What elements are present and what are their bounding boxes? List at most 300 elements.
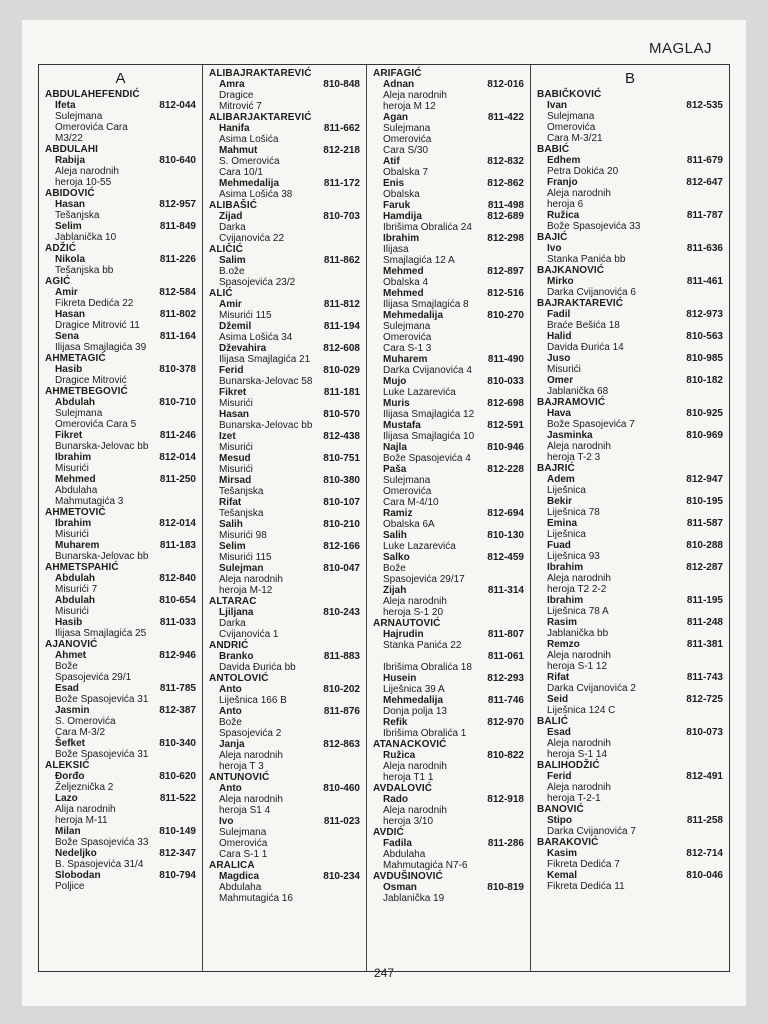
entry-first-name: Mirko [547,276,574,287]
entry-phone-number: 811-246 [159,430,196,441]
entry-address-line: Aleja narodnih [383,596,447,607]
entry-first-name: Osman [383,882,417,893]
surname-heading: ALIĆ [209,288,233,299]
entry-name-line [547,540,723,551]
entry-first-name: Franjo [547,177,578,188]
entry-phone-number: 810-378 [159,364,196,375]
entry-first-name: Ružica [547,210,580,221]
entry-first-name: Ibrahim [547,595,584,606]
entry-name-line [383,552,524,563]
entry-first-name: Salih [383,530,407,541]
entry-first-name: Halid [547,331,572,342]
entry-address-line: Braće Bešića 18 [547,320,620,331]
entry-address-line: Obalska 7 [383,167,429,178]
entry-name-line [55,826,196,837]
entry-name-line [547,276,723,287]
entry-name-line [55,155,196,166]
entry-address-line: Omerovića [547,122,596,133]
entry-address-line: Aleja narodnih [55,166,119,177]
entry-first-name: Mehmedalija [383,310,444,321]
entry-address-line: Omerovića [383,134,432,145]
entry-address-line: Mahmutagića 16 [219,893,293,904]
entry-phone-number: 811-679 [686,155,723,166]
entry-address-line: Sulejmana [55,408,103,419]
entry-phone-number: 810-107 [323,497,360,508]
listing-entry [373,442,524,464]
entry-first-name: Salim [219,255,246,266]
entry-name-line [547,496,723,507]
entry-first-name: Ivan [547,100,568,111]
entry-name-line [547,639,723,650]
entry-first-name: Ibrahim [55,452,92,463]
surname-heading: ALIBARJAKTAREVIĆ [209,112,312,123]
entry-address-line: Liješnica [547,529,586,540]
listing-entry [45,331,196,353]
listing-entry [537,430,723,463]
entry-name-line [55,287,196,298]
entry-phone-number: 812-689 [487,211,524,222]
entry-first-name: Ahmet [55,650,87,661]
listing-entry [209,321,360,343]
surname-heading: ANTOLOVIĆ [209,673,269,684]
entry-first-name: Rabija [55,155,86,166]
surname-heading: BABIĆ [537,144,570,155]
entry-first-name: Hajrudin [383,629,424,640]
entry-phone-number: 812-714 [686,848,723,859]
listing-entry [537,210,723,232]
entry-phone-number: 811-490 [487,354,524,365]
entry-phone-number: 811-248 [686,617,723,628]
entry-address-line: Davida Đurića bb [219,662,296,673]
entry-name-line [55,100,196,111]
entry-phone-number: 810-985 [686,353,723,364]
entry-first-name: Džemil [219,321,252,332]
entry-name-line [219,453,360,464]
listing-entry [209,816,360,860]
entry-name-line [383,178,524,189]
listing-entry [209,431,360,453]
listing-entry [209,409,360,431]
listing-entry [373,398,524,420]
entry-address-line: Sulejmana [383,321,431,332]
entry-address-line: Aleja narodnih [219,574,283,585]
listing-entry [373,530,524,552]
entry-name-line [383,673,524,684]
entry-name-line [219,706,360,717]
entry-address-line: Misurići 115 [219,552,272,563]
entry-first-name: Emina [547,518,578,529]
listing-entry [373,266,524,288]
entry-name-line [383,156,524,167]
entry-name-line [55,430,196,441]
listing-entry [537,100,723,144]
entry-address-line: Darka Cvijanovića 4 [383,365,472,376]
listing-entry [537,694,723,716]
entry-address-line: heroja T1 1 [383,772,434,783]
entry-address-line: Ilijasa Smajlagića 12 [383,409,475,420]
entry-name-line [547,353,723,364]
entry-phone-number: 812-014 [159,452,196,463]
entry-name-line [383,464,524,475]
entry-phone-number: 811-498 [487,200,524,211]
entry-phone-number: 811-286 [487,838,524,849]
entry-first-name: Ferid [219,365,244,376]
listing-entry [45,793,196,826]
entry-phone-number: 812-584 [159,287,196,298]
surname-heading: BALIĆ [537,716,569,727]
listing-entry [537,353,723,375]
entry-address-line: Bunarska-Jelovac 58 [219,376,313,387]
entry-address-line: Sulejmana [547,111,595,122]
listing-entry [373,750,524,783]
entry-name-line [219,739,360,750]
listing-entry [209,519,360,541]
entry-phone-number: 810-819 [487,882,524,893]
entry-phone-number: 810-925 [686,408,723,419]
entry-first-name: Kemal [547,870,578,881]
entry-address-line: Fikreta Dedića 7 [547,859,620,870]
listing-entry [373,585,524,618]
entry-address-line: B. Spasojevića 31/4 [55,859,144,870]
directory-column [531,65,729,971]
entry-phone-number: 810-969 [686,430,723,441]
entry-phone-number: 811-587 [686,518,723,529]
entry-address-line: Aleja narodnih [547,782,611,793]
entry-phone-number: 811-172 [323,178,360,189]
listing-entry [537,518,723,540]
entry-first-name: Rifat [547,672,570,683]
entry-address-line: Asima Lošića [219,134,279,145]
entry-address-line: Omerovića [383,332,432,343]
listing-entry [373,695,524,717]
entry-phone-number: 810-570 [323,409,360,420]
section-letter: B [624,70,635,87]
entry-phone-number: 811-164 [159,331,196,342]
directory-column [39,65,203,971]
entry-phone-number: 812-347 [159,848,196,859]
directory-column [367,65,531,971]
listing-entry [537,155,723,177]
entry-first-name: Fadil [547,309,571,320]
entry-address-line: Cara S-1 1 [219,849,268,860]
listing-entry [373,629,524,651]
listing-entry [209,706,360,739]
entry-name-line [55,650,196,661]
entry-address-line: Sulejmana [55,111,103,122]
entry-address-line: S. Omerovića [55,716,116,727]
entry-address-line: Liješnica 93 [547,551,600,562]
entry-first-name: Muharem [383,354,428,365]
surname-heading: BAJKANOVIĆ [537,265,605,276]
entry-first-name: Zijah [383,585,407,596]
listing-entry [209,299,360,321]
entry-address-line: Liješnica 78 [547,507,600,518]
entry-name-line [547,331,723,342]
surname-heading: BAJRAMOVIĆ [537,397,606,408]
entry-address-line: Cara 10/1 [219,167,263,178]
listing-entry [45,430,196,452]
entry-address-line: Darka Cvijanovića 2 [547,683,636,694]
surname-heading: AVDALOVIĆ [373,783,433,794]
listing-entry [45,683,196,705]
surname-heading: ATANACKOVIĆ [373,739,447,750]
entry-first-name: Anto [219,783,242,794]
entry-address-line: Spasojevića 29/17 [383,574,465,585]
entry-name-line [383,200,524,211]
surname-heading: BANOVIĆ [537,804,584,815]
entry-address-line: Darka Cvijanovića 6 [547,287,636,298]
entry-address-line: Bože Spasojevića 7 [547,419,635,430]
listing-entry [537,309,723,331]
entry-name-line [219,563,360,574]
surname-heading: BABIČKOVIĆ [537,89,602,100]
entry-phone-number: 811-787 [686,210,723,221]
entry-first-name: Ivo [547,243,562,254]
listing-entry [373,882,524,904]
entry-first-name: Jasminka [547,430,593,441]
entry-address-line: Abdulaha [383,849,426,860]
entry-name-line [55,518,196,529]
entry-address-line: Omerovića Cara [55,122,128,133]
entry-address-line: Misurići [55,606,89,617]
entry-address-line: Bože Spasojevića 31 [55,694,149,705]
entry-name-line [383,717,524,728]
entry-address-line: Smajlagića 12 A [383,255,455,266]
entry-phone-number: 810-822 [487,750,524,761]
entry-address-line: Stanka Panića bb [547,254,626,265]
listing-entry [45,573,196,595]
entry-address-line: heroja T2 2-2 [547,584,607,595]
entry-phone-number: 810-640 [159,155,196,166]
entry-name-line [219,684,360,695]
entry-address-line: Aleja narodnih [383,90,447,101]
entry-phone-number: 811-746 [487,695,524,706]
entry-first-name: Selim [55,221,82,232]
entry-first-name: Lazo [55,793,78,804]
entry-address-line: heroja S-1 12 [547,661,608,672]
entry-address-line: Jablanička 10 [55,232,117,243]
listing-entry [537,727,723,760]
entry-address-line: Abdulaha [55,485,98,496]
entry-name-line [55,309,196,320]
entry-name-line [219,607,360,618]
entry-first-name: Janja [219,739,245,750]
surname-heading: BAJRIĆ [537,463,575,474]
entry-phone-number: 810-210 [323,519,360,530]
entry-phone-number: 811-381 [686,639,723,650]
entry-address-line: Abdulaha [219,882,262,893]
surname-heading: AHMETOVIĆ [45,507,106,518]
entry-first-name: Đorđo [55,771,85,782]
entry-address-line: Bunarska-Jelovac bb [55,441,149,452]
surname-heading: ALTARAC [209,596,257,607]
listing-entry [373,156,524,178]
entry-phone-number: 811-422 [487,112,524,123]
listing-entry [537,474,723,496]
surname-heading: BAJRAKTAREVIĆ [537,298,624,309]
entry-address-line: Donja polja 13 [383,706,447,717]
entry-phone-number: 812-947 [686,474,723,485]
entry-address-line: Aleja narodnih [547,188,611,199]
entry-address-line: Obalska 4 [383,277,429,288]
listing-entry [45,155,196,188]
entry-phone-number: 812-491 [686,771,723,782]
entry-address-line: Omerovića [219,838,268,849]
entry-name-line [383,585,524,596]
entry-first-name: Hasan [55,199,86,210]
entry-address-line: Luke Lazarevića [383,387,456,398]
listing-entry [373,376,524,398]
entry-address-line: Bunarska-Jelovac bb [55,551,149,562]
entry-first-name: Mehmed [383,266,424,277]
listing-entry [373,464,524,508]
directory-page [22,20,746,1006]
entry-phone-number: 812-014 [159,518,196,529]
entry-address-line: Ilijasa [383,244,409,255]
entry-first-name: Mehmed [55,474,96,485]
entry-address-line: Mahmutagića 3 [55,496,124,507]
entry-name-line [383,838,524,849]
listing-entry [373,508,524,530]
surname-heading: AVDUŠINOVIĆ [373,871,443,882]
entry-name-line [55,573,196,584]
listing-entry [45,397,196,430]
entry-name-line [383,530,524,541]
entry-address-line: Ibrišima Obralića 24 [383,222,472,233]
entry-first-name: Rifat [219,497,242,508]
surname-heading: ALIBAŠIĆ [209,200,258,211]
entry-address-line: Cara S-1 3 [383,343,432,354]
entry-name-line [219,409,360,420]
entry-address-line: Bože Spasojevića 31 [55,749,149,760]
entry-phone-number: 812-725 [686,694,723,705]
entry-first-name: Dževahira [219,343,267,354]
entry-first-name: Ifeta [55,100,76,111]
entry-phone-number: 811-226 [159,254,196,265]
entry-address-line: Misurići 115 [219,310,272,321]
entry-first-name: Hanifa [219,123,250,134]
entry-phone-number: 812-694 [487,508,524,519]
entry-first-name: Ibrahim [383,233,420,244]
listing-entry [45,199,196,221]
listing-entry [373,178,524,200]
entry-first-name: Nikola [55,254,86,265]
entry-first-name: Rado [383,794,408,805]
listing-entry [537,177,723,210]
listing-entry [45,309,196,331]
entry-phone-number: 811-522 [159,793,196,804]
directory-column [203,65,367,971]
entry-name-line [55,870,196,881]
entry-address-line: B.ože [219,266,245,277]
entry-phone-number: 812-897 [487,266,524,277]
entry-address-line: Jablanička bb [547,628,609,639]
entry-phone-number: 810-029 [323,365,360,376]
entry-address-line: Aleja narodnih [547,573,611,584]
entry-name-line [547,562,723,573]
listing-entry [373,200,524,211]
entry-address-line: Ilijasa Smajlagića 25 [55,628,147,639]
entry-name-line [55,595,196,606]
entry-phone-number: 811-785 [159,683,196,694]
entry-first-name: Adnan [383,79,415,90]
listing-entry [209,541,360,563]
listing-entry [209,145,360,178]
entry-address-line: Darka [219,222,246,233]
listing-entry [537,375,723,397]
surname-heading: AGIĆ [45,276,71,287]
entry-phone-number: 810-703 [323,211,360,222]
entry-phone-number: 811-636 [686,243,723,254]
listing-entry [373,420,524,442]
entry-address-line: Bože Spasojevića 4 [383,453,471,464]
entry-address-line: M3/22 [55,133,83,144]
entry-first-name: Anto [219,684,242,695]
entry-address-line: heroja 3/10 [383,816,434,827]
entry-phone-number: 812-918 [487,794,524,805]
entry-first-name: Atif [383,156,400,167]
entry-phone-number: 811-461 [686,276,723,287]
entry-first-name: Salko [383,552,410,563]
listing-entry [209,211,360,244]
listing-entry [537,331,723,353]
entry-first-name: Abdulah [55,595,95,606]
surname-heading: BARAKOVIĆ [537,837,599,848]
entry-first-name: Mustafa [383,420,421,431]
entry-phone-number: 812-973 [686,309,723,320]
entry-phone-number: 812-044 [159,100,196,111]
entry-name-line [547,100,723,111]
listing-entry [537,496,723,518]
surname-heading: ALEKSIĆ [45,760,90,771]
entry-phone-number: 810-202 [323,684,360,695]
entry-phone-number: 810-946 [487,442,524,453]
surname-heading: AHMETAGIĆ [45,353,106,364]
entry-name-line [219,475,360,486]
entry-name-line [219,145,360,156]
listing-entry [209,123,360,145]
entry-phone-number: 811-314 [487,585,524,596]
entry-address-line: Bože [219,717,242,728]
listing-entry [45,474,196,507]
listing-entry [209,475,360,497]
entry-address-line: Omerovića Cara 5 [55,419,137,430]
entry-phone-number: 812-840 [159,573,196,584]
listing-entry [373,211,524,233]
entry-name-line [55,617,196,628]
entry-name-line [219,497,360,508]
entry-name-line [383,508,524,519]
entry-name-line [55,199,196,210]
entry-first-name: Hasan [55,309,86,320]
entry-first-name: Husein [383,673,417,684]
listing-entry [209,255,360,288]
listing-entry [45,848,196,870]
entry-first-name: Salih [219,519,243,530]
entry-phone-number: 811-023 [323,816,360,827]
entry-first-name: Stipo [547,815,572,826]
entry-phone-number: 811-258 [686,815,723,826]
entry-name-line [547,672,723,683]
surname-heading: AVDIĆ [373,827,404,838]
listing-entry [45,364,196,386]
entry-first-name: Ramiz [383,508,413,519]
entry-phone-number: 810-033 [487,376,524,387]
entry-phone-number: 810-270 [487,310,524,321]
entry-address-line: Bože Spasojevića 33 [547,221,641,232]
listing-entry [209,607,360,640]
entry-name-line [547,771,723,782]
